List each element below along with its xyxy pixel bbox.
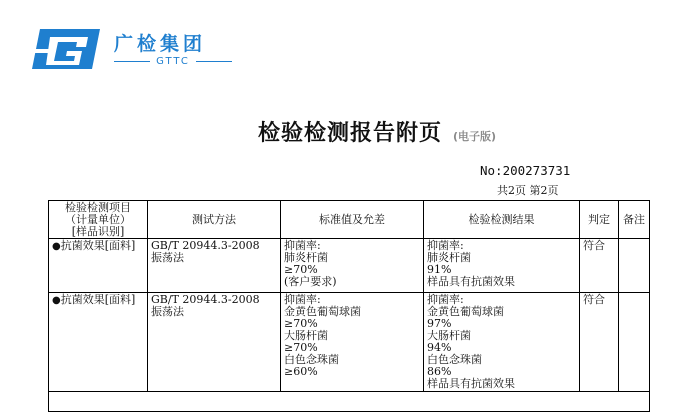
divider-right bbox=[196, 61, 232, 62]
header-remarks: 备注 bbox=[619, 201, 650, 239]
page-title: 检验检测报告附页 bbox=[257, 121, 442, 146]
table-row-empty bbox=[49, 392, 650, 412]
cell-standard: 抑菌率: 肺炎杆菌 ≥70% (客户要求) bbox=[281, 239, 424, 293]
cell-remarks bbox=[619, 239, 650, 293]
header-result: 检验检测结果 bbox=[424, 201, 580, 239]
gttc-logo-icon bbox=[30, 25, 102, 73]
table-row bbox=[49, 293, 650, 392]
cell-item: ●抗菌效果[面料] bbox=[49, 293, 148, 392]
bullet-icon: ● bbox=[52, 295, 61, 306]
table-header-row bbox=[49, 201, 650, 239]
results-table bbox=[48, 200, 650, 412]
page-counter: 共2页 第2页 bbox=[497, 184, 559, 197]
cell-result: 抑菌率: 肺炎杆菌 91% 样品具有抗菌效果 bbox=[424, 239, 580, 293]
header-standard: 标准值及允差 bbox=[281, 201, 424, 239]
report-number: No:200273731 bbox=[480, 163, 571, 178]
cell-remarks bbox=[619, 293, 650, 392]
brand-abbr: GTTC bbox=[156, 55, 190, 67]
cell-method: GB/T 20944.3-2008 振荡法 bbox=[148, 239, 281, 293]
company-logo bbox=[30, 25, 230, 73]
brand-abbreviation bbox=[114, 55, 232, 67]
cell-result: 抑菌率: 金黄色葡萄球菌 97% 大肠杆菌 94% 白色念珠菌 86% 样品具有抗菌效果 bbox=[424, 293, 580, 392]
cell-method: GB/T 20944.3-2008 振荡法 bbox=[148, 293, 281, 392]
cell-item: ●抗菌效果[面料] bbox=[49, 239, 148, 293]
cell-judgement: 符合 bbox=[580, 293, 619, 392]
brand-name: 广检集团 bbox=[114, 33, 207, 55]
header-judgement: 判定 bbox=[580, 201, 619, 239]
empty-cell bbox=[49, 392, 650, 412]
divider-left bbox=[114, 61, 150, 62]
bullet-icon: ● bbox=[52, 241, 61, 252]
table-row bbox=[49, 239, 650, 293]
edition-badge: (电子版) bbox=[453, 130, 497, 143]
header-method: 测试方法 bbox=[148, 201, 281, 239]
cell-judgement: 符合 bbox=[580, 239, 619, 293]
header-item: 检验检测项目 （计量单位） [样品识别] bbox=[49, 201, 148, 239]
cell-standard: 抑菌率: 金黄色葡萄球菌 ≥70% 大肠杆菌 ≥70% 白色念珠菌 ≥60% bbox=[281, 293, 424, 392]
